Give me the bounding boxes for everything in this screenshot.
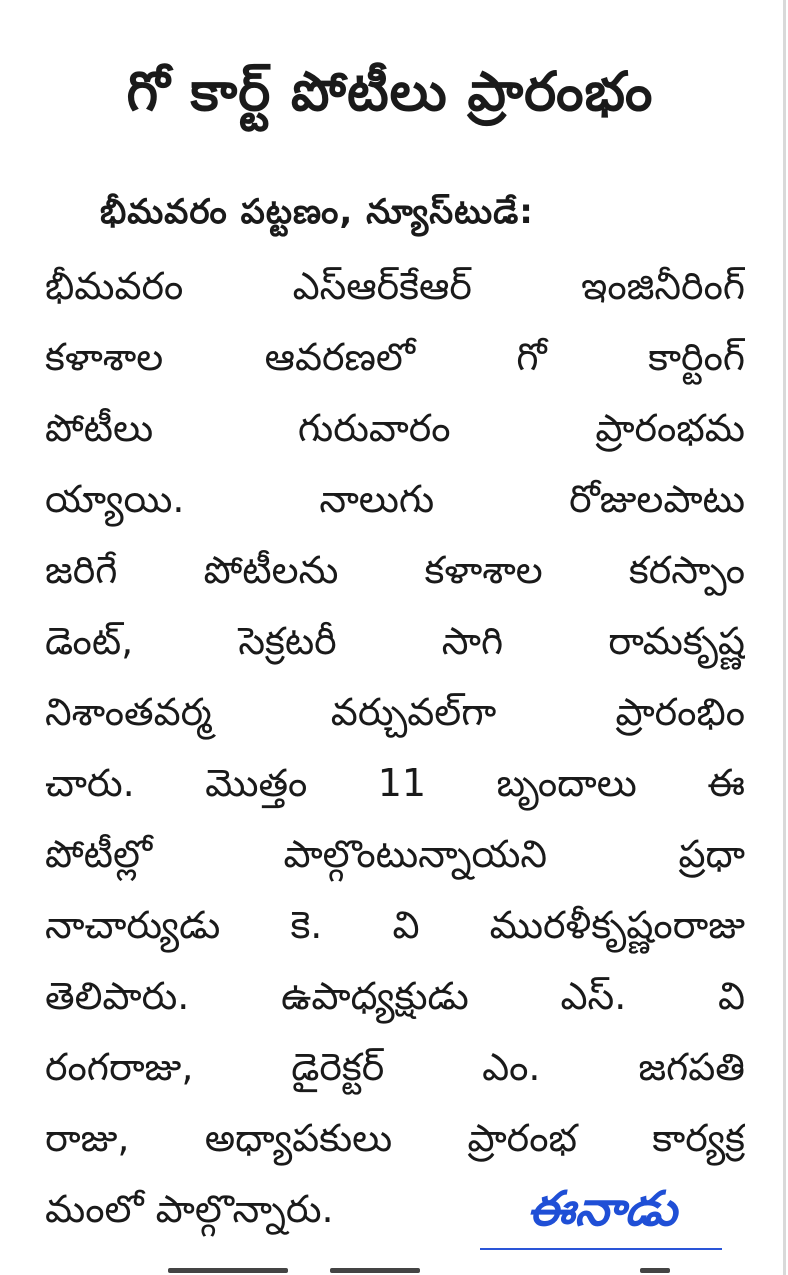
logo-underline — [480, 1248, 722, 1250]
article-line: జరిగే పోటీలను కళాశాల కరస్పాం — [45, 548, 745, 592]
article-line: పోటీలు గురువారం ప్రారంభమ — [45, 406, 745, 450]
article-last-line: మంలో పాల్గొన్నారు. — [45, 1187, 334, 1231]
article-line: కళాశాల ఆవరణలో గో కార్టింగ్ — [45, 335, 745, 379]
article-line: రంగరాజు, డైరెక్టర్ ఎం. జగపతి — [45, 1045, 745, 1089]
text-fragment — [640, 1268, 670, 1273]
article-headline: గో కార్ట్ పోటీలు ప్రారంభం — [126, 60, 654, 123]
article-line: రాజు, అధ్యాపకులు ప్రారంభ కార్యక్ర — [45, 1116, 745, 1160]
article-line: నాచార్యుడు కె. వి మురళీకృష్ణంరాజు — [45, 903, 745, 947]
article-line: య్యాయి. నాలుగు రోజులపాటు — [45, 477, 745, 521]
text-fragment — [330, 1268, 420, 1273]
article-body — [45, 251, 745, 1245]
article-line: తెలిపారు. ఉపాధ్యక్షుడు ఎస్. వి — [45, 974, 745, 1018]
article-dateline: భీమవరం పట్టణం, న్యూస్‌టుడే: — [100, 192, 534, 232]
eenadu-logo: ఈనాడు — [527, 1181, 677, 1237]
article-line: డెంట్, సెక్రటరీ సాగి రామకృష్ణ — [45, 619, 745, 663]
article-line: పోటీల్లో పాల్గొంటున్నాయని ప్రధా — [45, 832, 745, 876]
text-fragment — [168, 1268, 288, 1273]
article-line: నిశాంతవర్మ వర్చువల్‌గా ప్రారంభిం — [45, 690, 745, 734]
page-edge-divider — [783, 0, 786, 1275]
article-line: భీమవరం ఎస్ఆర్‌కేఆర్ ఇంజినీరింగ్ — [45, 264, 745, 308]
article-line: చారు. మొత్తం 11 బృందాలు ఈ — [45, 761, 745, 805]
cropped-next-article-fragment — [0, 1268, 788, 1275]
